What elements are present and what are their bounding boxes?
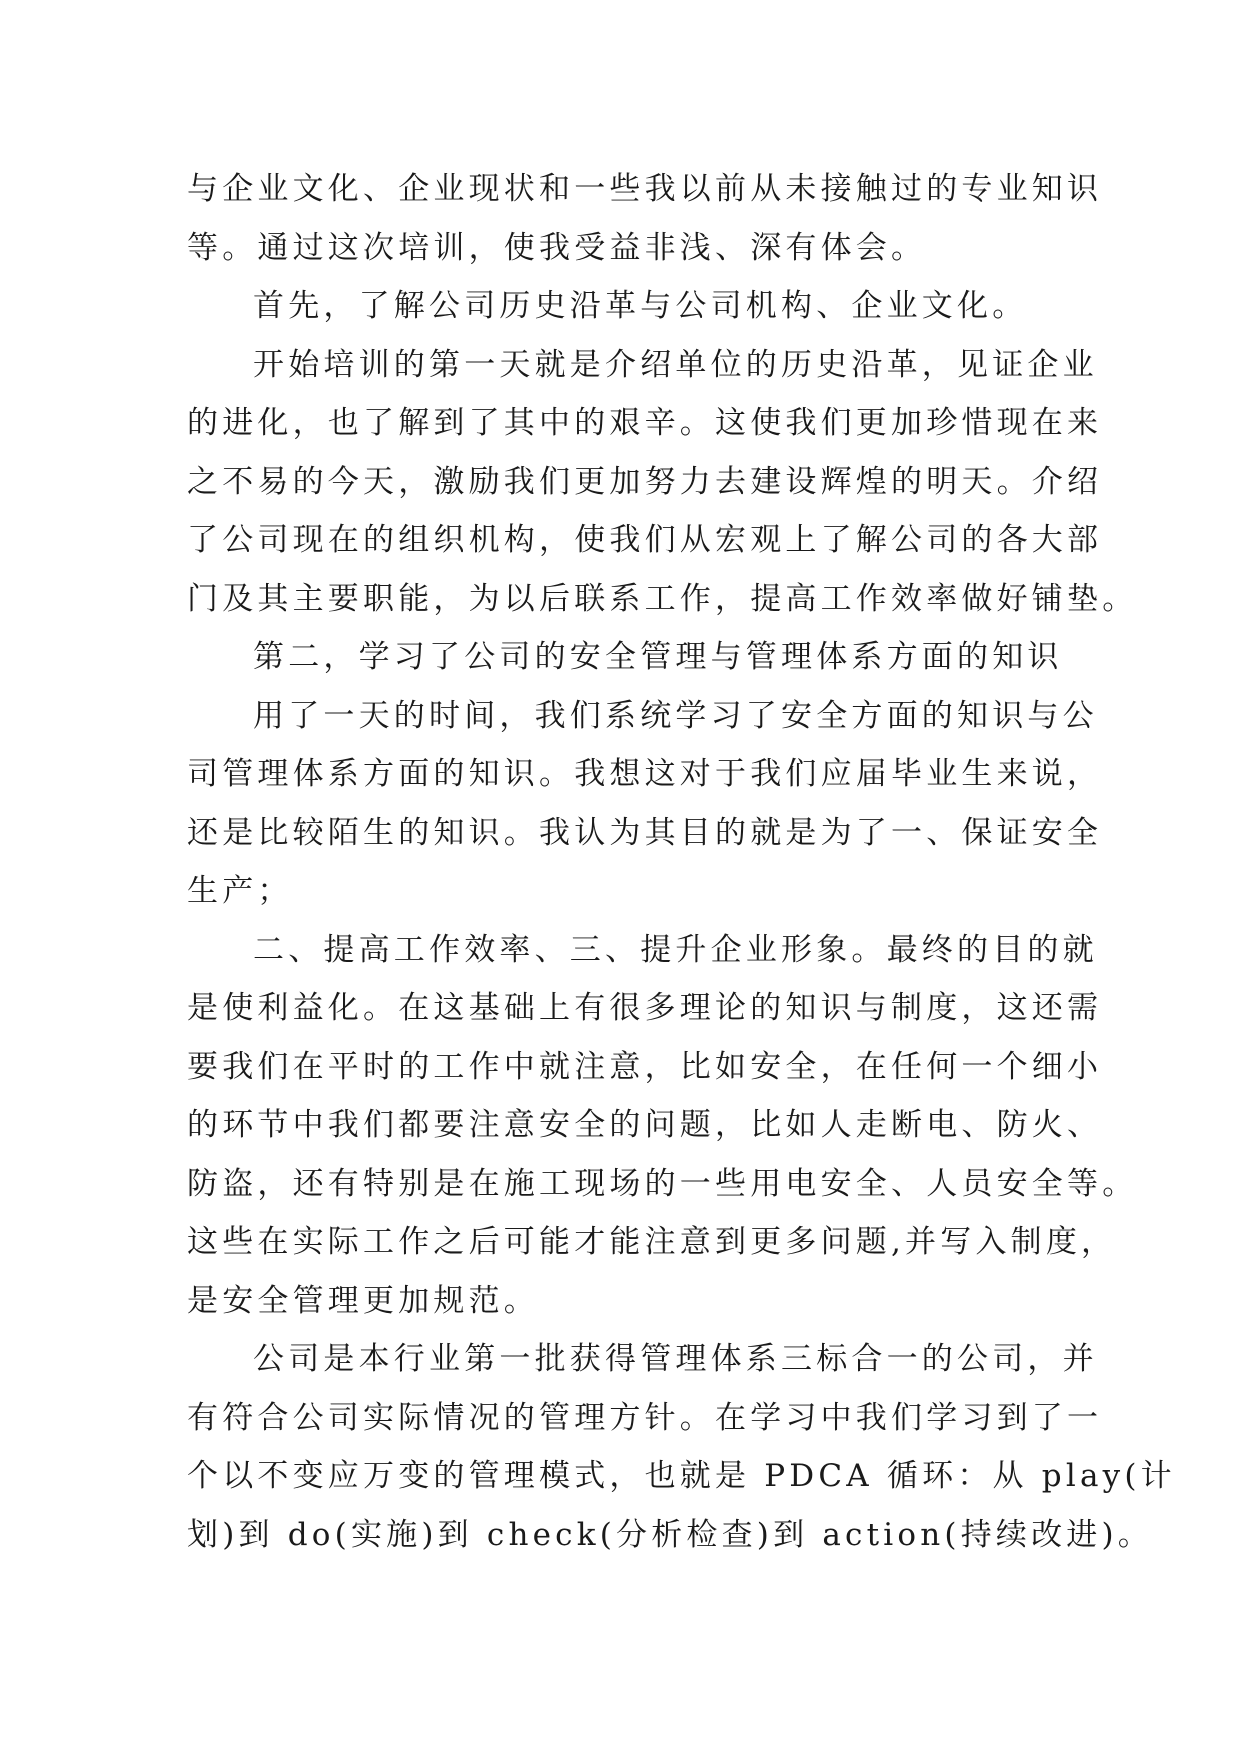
text-line: 还是比较陌生的知识。我认为其目的就是为了一、保证安全	[187, 814, 1103, 851]
text-line: 这些在实际工作之后可能才能注意到更多问题,并写入制度，	[187, 1224, 1117, 1260]
text-line: 开始培训的第一天就是介绍单位的历史沿革，见证企业	[253, 346, 1098, 383]
document-body	[187, 160, 1176, 1564]
text-line: 生产；	[187, 873, 293, 909]
text-line: 要我们在平时的工作中就注意，比如安全，在任何一个细小	[187, 1048, 1103, 1085]
text-line: 个以不变应万变的管理模式，也就是 PDCA 循环：从 play(计	[187, 1458, 1176, 1494]
text-line: 用了一天的时间，我们系统学习了安全方面的知识与公	[253, 697, 1098, 734]
text-line: 与企业文化、企业现状和一些我以前从未接触过的专业知识	[187, 171, 1103, 207]
text-line: 等。通过这次培训，使我受益非浅、深有体会。	[187, 229, 927, 266]
text-line: 之不易的今天，激励我们更加努力去建设辉煌的明天。介绍	[187, 463, 1103, 500]
text-line: 的进化，也了解到了其中的艰辛。这使我们更加珍惜现在来	[187, 405, 1103, 441]
text-line: 第二，学习了公司的安全管理与管理体系方面的知识	[253, 639, 1063, 675]
text-line: 是安全管理更加规范。	[187, 1282, 539, 1319]
text-line: 防盗，还有特别是在施工现场的一些用电安全、人员安全等。	[187, 1165, 1138, 1202]
text-line: 二、提高工作效率、三、提升企业形象。最终的目的就	[253, 931, 1098, 968]
text-line: 司管理体系方面的知识。我想这对于我们应届毕业生来说，	[187, 756, 1103, 792]
text-line: 公司是本行业第一批获得管理体系三标合一的公司，并	[253, 1341, 1098, 1377]
text-line: 是使利益化。在这基础上有很多理论的知识与制度，这还需	[187, 990, 1103, 1026]
text-line: 有符合公司实际情况的管理方针。在学习中我们学习到了一	[187, 1399, 1103, 1436]
text-line: 首先，了解公司历史沿革与公司机构、企业文化。	[253, 288, 1028, 324]
text-line: 的环节中我们都要注意安全的问题，比如人走断电、防火、	[187, 1107, 1103, 1143]
text-line: 门及其主要职能，为以后联系工作，提高工作效率做好铺垫。	[187, 580, 1138, 617]
text-line: 了公司现在的组织机构，使我们从宏观上了解公司的各大部	[187, 522, 1103, 558]
text-line: 划)到 do(实施)到 check(分析检查)到 action(持续改进)。	[187, 1516, 1153, 1553]
